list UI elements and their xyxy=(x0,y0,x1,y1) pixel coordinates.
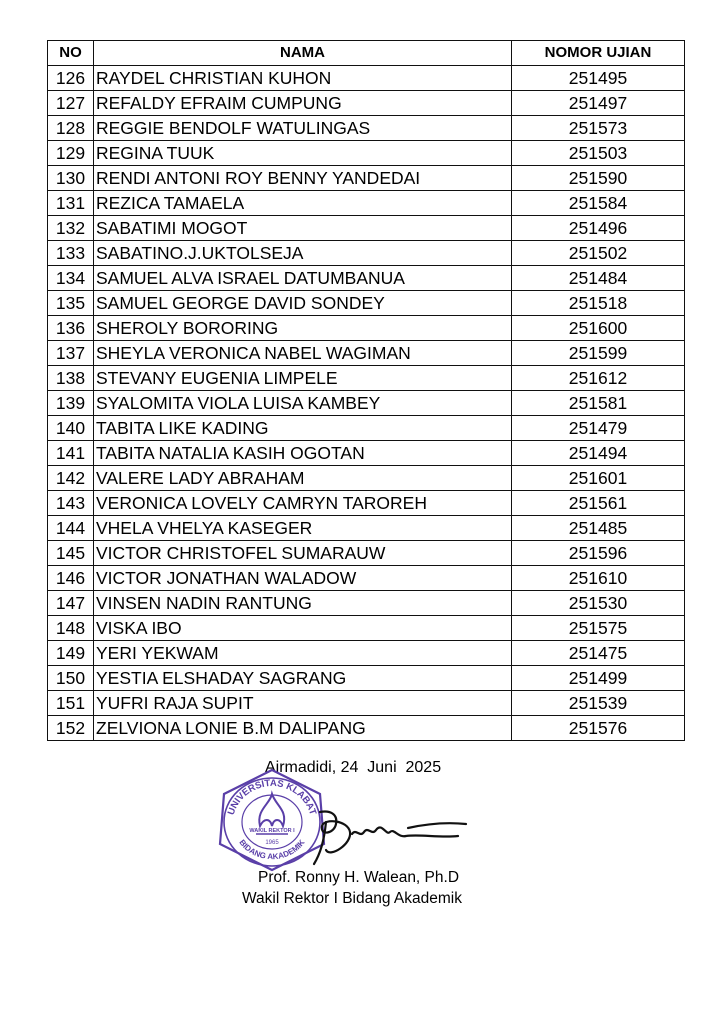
exam-number: 251601 xyxy=(512,466,685,491)
exam-number: 251496 xyxy=(512,216,685,241)
stamp-outer-text: UNIVERSITAS KLABAT xyxy=(225,777,319,817)
row-number: 127 xyxy=(48,91,94,116)
table-row xyxy=(48,241,685,266)
row-number: 147 xyxy=(48,591,94,616)
row-number: 135 xyxy=(48,291,94,316)
participant-name: REZICA TAMAELA xyxy=(94,191,512,216)
exam-number: 251581 xyxy=(512,391,685,416)
exam-number: 251503 xyxy=(512,141,685,166)
exam-number: 251494 xyxy=(512,441,685,466)
table-row xyxy=(48,341,685,366)
participant-name: VERONICA LOVELY CAMRYN TAROREH xyxy=(94,491,512,516)
row-number: 136 xyxy=(48,316,94,341)
row-number: 141 xyxy=(48,441,94,466)
row-number: 149 xyxy=(48,641,94,666)
header-nama: NAMA xyxy=(94,41,512,66)
table-row xyxy=(48,716,685,741)
row-number: 139 xyxy=(48,391,94,416)
row-number: 145 xyxy=(48,541,94,566)
table-row xyxy=(48,141,685,166)
participant-name: VHELA VHELYA KASEGER xyxy=(94,516,512,541)
signing-place-date: Airmadidi, 24 Juni 2025 xyxy=(265,759,442,776)
participant-name: VICTOR CHRISTOFEL SUMARAUW xyxy=(94,541,512,566)
exam-number: 251576 xyxy=(512,716,685,741)
table-row xyxy=(48,641,685,666)
row-number: 151 xyxy=(48,691,94,716)
table-row xyxy=(48,616,685,641)
participant-name: VINSEN NADIN RANTUNG xyxy=(94,591,512,616)
row-number: 144 xyxy=(48,516,94,541)
participant-name: VICTOR JONATHAN WALADOW xyxy=(94,566,512,591)
exam-participant-table xyxy=(47,40,685,741)
participant-name: ZELVIONA LONIE B.M DALIPANG xyxy=(94,716,512,741)
row-number: 150 xyxy=(48,666,94,691)
table-row xyxy=(48,466,685,491)
table-body xyxy=(48,66,685,741)
exam-number: 251573 xyxy=(512,116,685,141)
table-row xyxy=(48,591,685,616)
participant-name: RENDI ANTONI ROY BENNY YANDEDAI xyxy=(94,166,512,191)
table-row xyxy=(48,166,685,191)
exam-number: 251584 xyxy=(512,191,685,216)
row-number: 137 xyxy=(48,341,94,366)
row-number: 129 xyxy=(48,141,94,166)
exam-number: 251600 xyxy=(512,316,685,341)
row-number: 131 xyxy=(48,191,94,216)
participant-name: SHEROLY BORORING xyxy=(94,316,512,341)
exam-number: 251575 xyxy=(512,616,685,641)
table-row xyxy=(48,666,685,691)
exam-number: 251539 xyxy=(512,691,685,716)
table-row xyxy=(48,66,685,91)
row-number: 128 xyxy=(48,116,94,141)
participant-name: SYALOMITA VIOLA LUISA KAMBEY xyxy=(94,391,512,416)
participant-name: SABATIMI MOGOT xyxy=(94,216,512,241)
row-number: 132 xyxy=(48,216,94,241)
row-number: 143 xyxy=(48,491,94,516)
participant-name: SAMUEL GEORGE DAVID SONDEY xyxy=(94,291,512,316)
exam-number: 251475 xyxy=(512,641,685,666)
header-no: NO xyxy=(48,41,94,66)
row-number: 142 xyxy=(48,466,94,491)
table-row xyxy=(48,116,685,141)
stamp-year: 1965 xyxy=(265,840,279,846)
table-row xyxy=(48,316,685,341)
participant-name: REGINA TUUK xyxy=(94,141,512,166)
participant-name: REFALDY EFRAIM CUMPUNG xyxy=(94,91,512,116)
row-number: 133 xyxy=(48,241,94,266)
participant-name: YUFRI RAJA SUPIT xyxy=(94,691,512,716)
table-row xyxy=(48,366,685,391)
exam-number: 251485 xyxy=(512,516,685,541)
table-row xyxy=(48,516,685,541)
stamp-inner-text: WAKIL REKTOR I xyxy=(249,828,295,834)
participant-name: VISKA IBO xyxy=(94,616,512,641)
row-number: 126 xyxy=(48,66,94,91)
participant-name: RAYDEL CHRISTIAN KUHON xyxy=(94,66,512,91)
signer-title: Wakil Rektor I Bidang Akademik xyxy=(242,890,462,907)
exam-number: 251610 xyxy=(512,566,685,591)
exam-number: 251596 xyxy=(512,541,685,566)
exam-number: 251484 xyxy=(512,266,685,291)
exam-number: 251561 xyxy=(512,491,685,516)
participant-name: SHEYLA VERONICA NABEL WAGIMAN xyxy=(94,341,512,366)
row-number: 134 xyxy=(48,266,94,291)
table-row xyxy=(48,441,685,466)
exam-number: 251530 xyxy=(512,591,685,616)
row-number: 152 xyxy=(48,716,94,741)
participant-name: TABITA LIKE KADING xyxy=(94,416,512,441)
exam-number: 251502 xyxy=(512,241,685,266)
participant-name: YESTIA ELSHADAY SAGRANG xyxy=(94,666,512,691)
participant-name: STEVANY EUGENIA LIMPELE xyxy=(94,366,512,391)
table-row xyxy=(48,416,685,441)
exam-number: 251590 xyxy=(512,166,685,191)
table-row xyxy=(48,91,685,116)
row-number: 138 xyxy=(48,366,94,391)
table-row xyxy=(48,566,685,591)
table-row xyxy=(48,541,685,566)
table-row xyxy=(48,491,685,516)
row-number: 130 xyxy=(48,166,94,191)
header-nomor-ujian: NOMOR UJIAN xyxy=(512,41,685,66)
row-number: 146 xyxy=(48,566,94,591)
row-number: 140 xyxy=(48,416,94,441)
exam-number: 251612 xyxy=(512,366,685,391)
participant-name: YERI YEKWAM xyxy=(94,641,512,666)
table-row xyxy=(48,691,685,716)
table-row xyxy=(48,216,685,241)
handwritten-signature xyxy=(290,792,490,892)
table-row xyxy=(48,391,685,416)
participant-name: TABITA NATALIA KASIH OGOTAN xyxy=(94,441,512,466)
table-header-row xyxy=(48,41,685,66)
exam-number: 251518 xyxy=(512,291,685,316)
exam-number: 251499 xyxy=(512,666,685,691)
participant-name: VALERE LADY ABRAHAM xyxy=(94,466,512,491)
stamp-bottom-text: BIDANG AKADEMIK xyxy=(237,837,307,862)
participant-name: SABATINO.J.UKTOLSEJA xyxy=(94,241,512,266)
signature-block xyxy=(200,752,520,922)
exam-number: 251497 xyxy=(512,91,685,116)
table-row xyxy=(48,291,685,316)
exam-number: 251495 xyxy=(512,66,685,91)
participant-name: SAMUEL ALVA ISRAEL DATUMBANUA xyxy=(94,266,512,291)
table-row xyxy=(48,266,685,291)
row-number: 148 xyxy=(48,616,94,641)
participant-name: REGGIE BENDOLF WATULINGAS xyxy=(94,116,512,141)
exam-number: 251479 xyxy=(512,416,685,441)
exam-number: 251599 xyxy=(512,341,685,366)
table-row xyxy=(48,191,685,216)
signer-name: Prof. Ronny H. Walean, Ph.D xyxy=(258,869,460,886)
